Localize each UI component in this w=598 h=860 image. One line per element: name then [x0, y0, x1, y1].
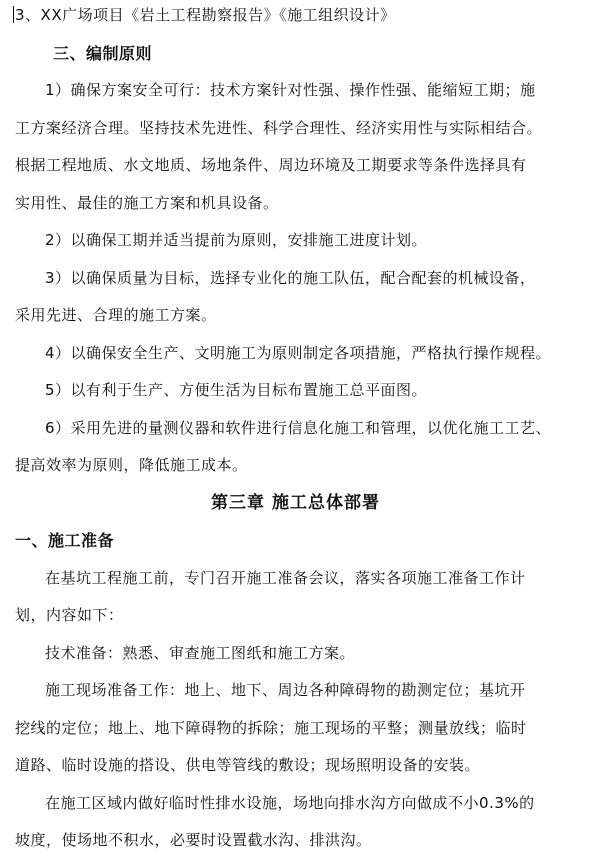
reference-text: 3、XX广场项目《岩土工程勘察报告》《施工组织设计》 [15, 6, 396, 24]
paragraph-line: 5）以有利于生产、方便生活为目标布置施工总平面图。 [45, 381, 428, 399]
chapter-title: 第三章 施工总体部署 [211, 492, 380, 513]
paragraph-line: 6）采用先进的量测仪器和软件进行信息化施工和管理，以优化施工工艺、 [45, 418, 552, 437]
paragraph-line: 提高效率为原则，降低施工成本。 [15, 456, 248, 474]
paragraph-line: 采用先进、合理的施工方案。 [15, 306, 217, 324]
paragraph-line: 划，内容如下： [15, 606, 124, 624]
paragraph-line: 实用性、最佳的施工方案和机具设备。 [15, 193, 279, 212]
paragraph-line: 在施工区域内做好临时性排水设施，场地向排水沟方向做成不小0.3%的 [45, 793, 535, 812]
paragraph-line: 1）确保方案安全可行：技术方案针对性强、操作性强、能缩短工期；施 [45, 81, 536, 99]
paragraph-line: 工方案经济合理。坚持技术先进性、科学合理性、经济实用性与实际相结合。 [15, 118, 543, 137]
reference-line [13, 0, 578, 35]
paragraph-line: 在基坑工程施工前，专门召开施工准备会议，落实各项施工准备工作计 [45, 568, 526, 587]
paragraph-line: 3）以确保质量为目标，选择专业化的施工队伍，配合配套的机械设备， [45, 268, 536, 287]
section-heading-prep: 一、施工准备 [15, 531, 115, 550]
section-heading-compile: 三、编制原则 [53, 43, 153, 63]
paragraph-line: 根据工程地质、水文地质、场地条件、周边环境及工期要求等条件选择具有 [15, 156, 527, 174]
paragraph-line: 2）以确保工期并适当提前为原则，安排施工进度计划。 [45, 231, 428, 249]
paragraph-line: 挖线的定位；地上、地下障碍物的拆除；施工现场的平整；测量放线；临时 [15, 718, 527, 737]
paragraph-line: 施工现场准备工作：地上、地下、周边各种障碍物的勘测定位；基坑开 [45, 681, 526, 699]
text-cursor [13, 6, 14, 23]
paragraph-line: 坡度，使场地不积水，必要时设置截水沟、排洪沟。 [15, 831, 372, 849]
paragraph-line: 4）以确保安全生产、文明施工为原则制定各项措施，严格执行操作规程。 [45, 343, 552, 362]
paragraph-line: 道路、临时设施的搭设、供电等管线的敷设；现场照明设备的安装。 [15, 756, 481, 774]
paragraph-line: 技术准备：熟悉、审查施工图纸和施工方案。 [45, 643, 356, 662]
